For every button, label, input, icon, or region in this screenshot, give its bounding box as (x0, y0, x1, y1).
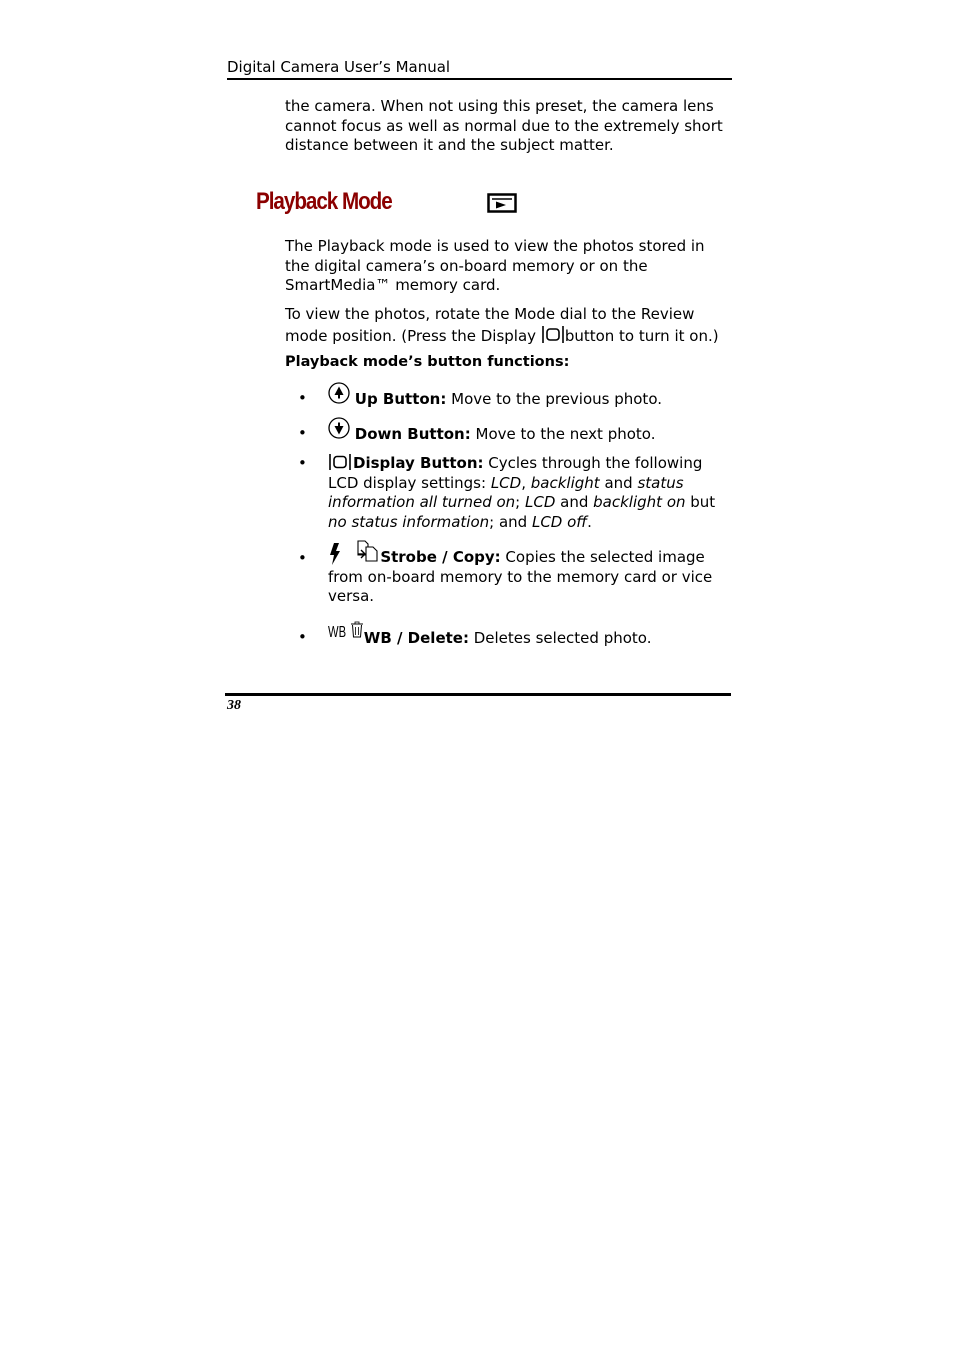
down-button-label: Down Button: (354, 425, 471, 443)
wb-glyph: WB (328, 624, 347, 641)
intro-paragraph: the camera. When not using this preset, the camera lens cannot focus as well as normal due to the extremely short distance between it and the subject matter. (285, 97, 723, 154)
bullet-marker: • (298, 389, 307, 407)
strobe-copy-label: Strobe / Copy: (380, 548, 501, 566)
bullet-marker: • (298, 454, 307, 472)
display-text: Cycles through the following LCD display settings: (328, 454, 703, 492)
display-text: but (685, 493, 716, 511)
display-button-label: Display Button: (353, 454, 484, 472)
list-item-display (328, 453, 728, 532)
up-button-text: Move to the previous photo. (446, 390, 662, 408)
bullet-marker: • (298, 628, 307, 646)
playback-description: The Playback mode is used to view the photos stored in the digital camera’s on-board memory or on the SmartMedia™ memory card. (285, 237, 705, 294)
display-text: ; and (489, 512, 532, 531)
copy-icon (356, 540, 380, 562)
view-instructions (285, 305, 730, 346)
display-setting: backlight (530, 473, 600, 492)
view-instructions-before: To view the photos, rotate the Mode dial to the Review mode position. (Press the Display (285, 305, 695, 345)
list-item-down (328, 417, 728, 445)
list-item-wb (328, 621, 728, 649)
display-text: ; (515, 493, 525, 511)
display-text: . (587, 512, 592, 531)
strobe-icon (328, 542, 342, 566)
list-item-strobe (328, 540, 728, 607)
display-text: and (555, 493, 594, 511)
display-setting: LCD (490, 473, 522, 492)
display-setting: status information all turned on (328, 473, 684, 511)
bullet-marker: • (298, 549, 307, 567)
down-arrow-circle-icon (328, 417, 350, 439)
display-setting: LCD (525, 493, 556, 511)
footer-rule (225, 693, 731, 696)
display-icon (541, 325, 565, 344)
button-functions-subheading: Playback mode’s button functions: (285, 354, 570, 370)
wb-delete-text: Deletes selected photo. (468, 629, 652, 647)
list-item-up (328, 382, 728, 410)
up-arrow-circle-icon (328, 382, 350, 404)
header-title: Digital Camera User’s Manual (227, 58, 451, 76)
strobe-copy-text: Copies the selected image from on-board memory to the memory card or vice versa. (328, 548, 713, 605)
up-button-label: Up Button: (354, 390, 447, 408)
display-setting: LCD off (531, 512, 588, 531)
display-setting: no status information (328, 512, 490, 531)
down-button-text: Move to the next photo. (470, 425, 656, 443)
page-number: 38 (227, 698, 241, 713)
trash-icon (350, 621, 364, 639)
bullet-marker: • (298, 424, 307, 442)
section-heading: Playback Mode (256, 188, 392, 215)
display-text: and (599, 473, 638, 492)
view-instructions-after: button to turn it on.) (564, 326, 719, 345)
playback-mode-icon (487, 193, 517, 213)
display-icon (328, 453, 353, 471)
wb-delete-label: WB / Delete: (363, 629, 469, 647)
display-text: , (521, 473, 531, 492)
running-header (227, 58, 732, 80)
display-setting: backlight on (593, 493, 686, 511)
